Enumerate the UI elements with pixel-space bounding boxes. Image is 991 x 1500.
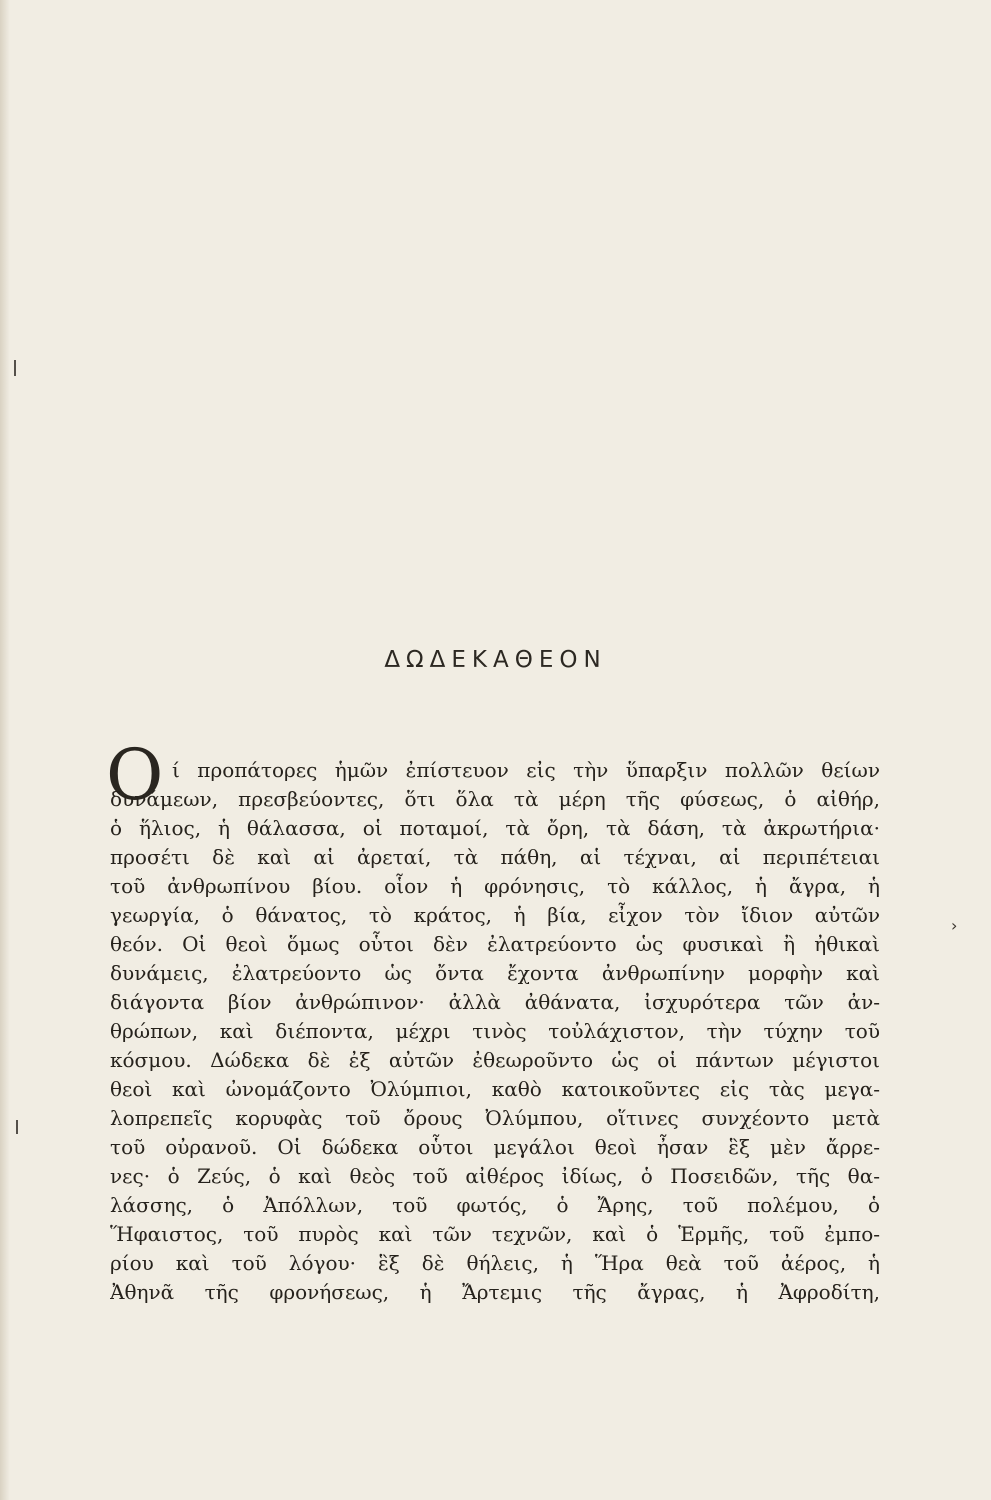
chapter-heading: ΔΩΔΕΚΑΘΕΟΝ — [384, 647, 607, 673]
text-line: κόσμου. Δώδεκα δὲ ἐξ αὐτῶν ἐθεωροῦντο ὡς οἱ πάντων μέγιστοι — [110, 1048, 880, 1072]
text-line: διάγοντα βίον ἀνθρώπινον· ἀλλὰ ἀθάνατα, ἰσχυρότερα τῶν ἀν- — [110, 990, 880, 1014]
drop-cap: O — [106, 734, 164, 816]
text-line: θεοὶ καὶ ὠνομάζοντο Ὀλύμπιοι, καθὸ κατοικοῦντες εἰς τὰς μεγα- — [110, 1077, 880, 1101]
text-line: Ἥφαιστος, τοῦ πυρὸς καὶ τῶν τεχνῶν, καὶ ὁ Ἑρμῆς, τοῦ ἐμπο- — [110, 1222, 880, 1246]
text-line: λοπρεπεῖς κορυφὰς τοῦ ὄρους Ὀλύμπου, οἵτινες συνχέοντο μετὰ — [110, 1106, 880, 1130]
side-margin-mark: › — [951, 916, 958, 935]
text-line: θρώπων, καὶ διέποντα, μέχρι τινὸς τοὐλάχιστον, τὴν τύχην τοῦ — [110, 1019, 880, 1043]
text-line: προσέτι δὲ καὶ αἱ ἀρεταί, τὰ πάθη, αἱ τέχναι, αἱ περιπέτειαι — [110, 845, 880, 869]
margin-mark — [16, 1120, 18, 1134]
text-line: Ἀθηνᾶ τῆς φρονήσεως, ἡ Ἄρτεμις τῆς ἄγρας, ἡ Ἀφροδίτη, — [110, 1280, 880, 1304]
margin-mark — [14, 360, 16, 376]
text-line: θεόν. Οἱ θεοὶ ὅμως οὗτοι δὲν ἐλατρεύοντο ὡς φυσικαὶ ἢ ἠθικαὶ — [110, 932, 880, 956]
text-line: γεωργία, ὁ θάνατος, τὸ κράτος, ἡ βία, εἶχον τὸν ἴδιον αὐτῶν — [110, 903, 880, 927]
text-line: νες· ὁ Ζεύς, ὁ καὶ θεὸς τοῦ αἰθέρος ἰδίως, ὁ Ποσειδῶν, τῆς θα- — [110, 1164, 880, 1188]
text-line: δυνάμεις, ἐλατρεύοντο ὡς ὄντα ἔχοντα ἀνθρωπίνην μορφὴν καὶ — [110, 961, 880, 985]
text-line: ὁ ἥλιος, ἡ θάλασσα, οἱ ποταμοί, τὰ ὄρη, τὰ δάση, τὰ ἀκρωτήρια· — [110, 816, 880, 840]
text-line: τοῦ οὐρανοῦ. Οἱ δώδεκα οὗτοι μεγάλοι θεοὶ ἦσαν ἓξ μὲν ἄρρε- — [110, 1135, 880, 1159]
text-line: λάσσης, ὁ Ἀπόλλων, τοῦ φωτός, ὁ Ἄρης, τοῦ πολέμου, ὁ — [110, 1193, 880, 1217]
body-text — [110, 756, 880, 1307]
text-line: δυνάμεων, πρεσβεύοντες, ὅτι ὅλα τὰ μέρη τῆς φύσεως, ὁ αἰθήρ, — [110, 787, 880, 811]
text-line: ί προπάτορες ἡμῶν ἐπίστευον εἰς τὴν ὕπαρξιν πολλῶν θείων — [172, 758, 880, 782]
text-line: τοῦ ἀνθρωπίνου βίου. οἷον ἡ φρόνησις, τὸ κάλλος, ἡ ἄγρα, ἡ — [110, 874, 880, 898]
page-gutter-shadow — [0, 0, 10, 1500]
text-line: ρίου καὶ τοῦ λόγου· ἓξ δὲ θήλεις, ἡ Ἥρα θεὰ τοῦ ἀέρος, ἡ — [110, 1251, 880, 1275]
